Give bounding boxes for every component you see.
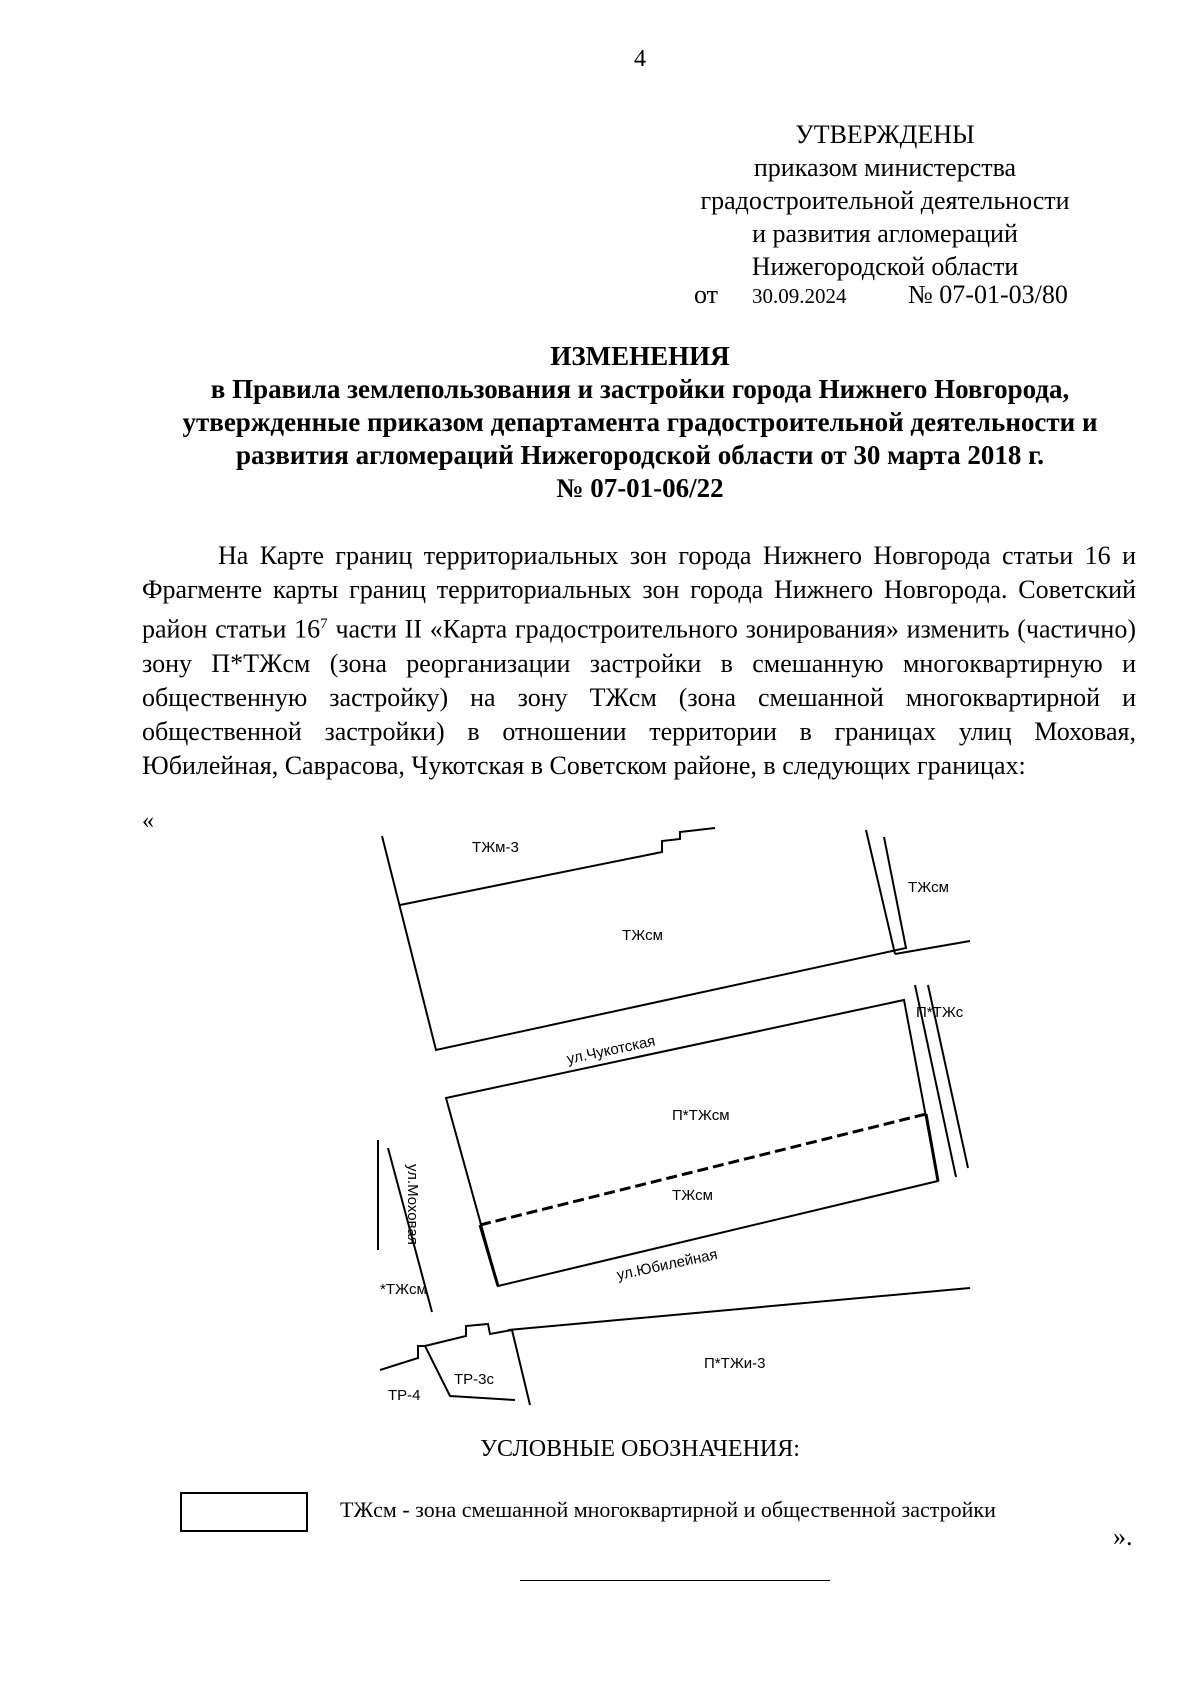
zone-label-ptzhs-right: П*ТЖс [916, 1004, 964, 1021]
body-text-part: части II «Карта градостроительного зонирования» изменить (частично) зону П*ТЖсм (зона реорганизации застройки в смешанную многоквартирную и общественную застройку) на зону ТЖсм (зона смешанной многоквартирной и общественной застройки) в отношении территории в границах улиц Моховая, Юбилейная, Саврасова, Чукотская в Советском районе, в следующих границах: [142, 614, 1136, 780]
zone-label-tzhsm-right: ТЖсм [908, 879, 949, 896]
title-line: № 07-01-06/22 [556, 473, 724, 503]
body-text-part: На Карте границ территориальных зон города Нижнего Новгорода статьи 16 и Фрагменте карты границ территориальных зон города Нижнего Новгорода. Советский район статьи 16 [142, 541, 1136, 644]
approval-line: и развития агломераций [752, 219, 1018, 248]
zone-label-tzhsm-left: *ТЖсм [380, 1281, 427, 1298]
zone-label-tzhm3: ТЖм-3 [472, 839, 519, 856]
zone-boundary-tzhm3 [400, 828, 715, 905]
street-line [508, 1288, 970, 1330]
approval-line: Нижегородской области [751, 252, 1019, 281]
street-line [866, 830, 895, 954]
zone-label-tr4: ТР-4 [388, 1387, 421, 1404]
title-line: в Правила землепользования и застройки города Нижнего Новгорода, [210, 374, 1070, 404]
zone-label-tzhsm-center: ТЖсм [672, 1187, 713, 1204]
approval-order-number: № 07-01-03/80 [908, 280, 1068, 309]
block-middle-outline [446, 1000, 938, 1286]
legend-swatch [180, 1492, 308, 1532]
legend-title: УСЛОВНЫЕ ОБОЗНАЧЕНИЯ: [480, 1436, 800, 1462]
zone-label-ptzhsm: П*ТЖсм [672, 1107, 730, 1124]
legend-item-text: ТЖсм - зона смешанной многоквартирной и общественной застройки [340, 1497, 996, 1522]
approval-line: приказом министерства [753, 153, 1017, 182]
street-label-chukotskaya: ул.Чукотская [565, 1032, 657, 1068]
article-superscript: 7 [320, 616, 328, 632]
approval-date-prefix: от [694, 280, 719, 309]
quote-open: « [142, 808, 154, 834]
approval-line: УТВЕРЖДЕНЫ [795, 120, 975, 149]
tzhsm-dashed-boundary [480, 1114, 926, 1225]
zone-label-tr3s: ТР-3с [454, 1371, 495, 1388]
title-line: утвержденные приказом департамента градостроительной деятельности и [182, 407, 1098, 437]
page-number: 4 [634, 46, 646, 72]
approval-date: 30.09.2024 [752, 284, 847, 308]
approval-line: градостроительной деятельности [700, 186, 1070, 215]
title-heading: ИЗМЕНЕНИЯ [550, 341, 730, 371]
title-line: развития агломераций Нижегородской области от 30 марта 2018 г. [235, 440, 1045, 470]
street-label-yubileynaya: ул.Юбилейная [615, 1245, 720, 1284]
quote-close: ». [1113, 1522, 1133, 1551]
zone-boundary-tr3s [425, 1324, 530, 1405]
street-label-mokhovaya: ул.Моховая [404, 1164, 421, 1245]
zone-label-tzhsm-top: ТЖсм [622, 927, 663, 944]
footer-divider [520, 1580, 830, 1581]
zone-label-ptzhi3: П*ТЖи-3 [704, 1355, 766, 1372]
